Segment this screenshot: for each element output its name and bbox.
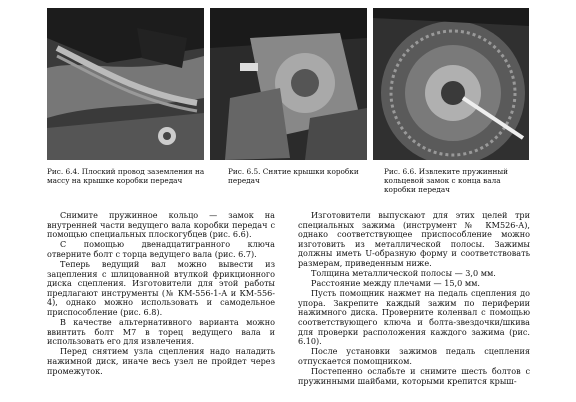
paragraph: В качестве альтернативного варианта можно ввинтить болт М7 в торец ведущего вала и использовать его для извлечения.	[47, 317, 275, 347]
text-column-left	[47, 211, 275, 376]
paragraph: Перед снятием узла сцепления надо наладить нажимной диск, иначе весь узел не пройдет через промежуток.	[47, 346, 275, 376]
paragraph: Теперь ведущий вал можно вывести из зацепления с шлицованной втулкой фрикционного диска сцепления. Изготовители для этой работы предлагают инструменты (№ КМ-556-1-А и КМ-556-4), однако можно использовать и самодельное приспособление (рис. 6.8).	[47, 258, 275, 317]
paragraph: Снимите пружинное кольцо — замок на внутренней части ведущего вала коробки передач с помощью специальных плоскогубцев (рис. 6.6).	[47, 210, 275, 240]
gearbox-cover-removal-photo-icon	[210, 8, 367, 160]
paragraph: Толщина металлической полосы — 3,0 мм.	[311, 268, 496, 279]
paragraph: После установки зажимов педаль сцепления отпускается помощником.	[298, 346, 530, 366]
caption-photo-3: Рис. 6.6. Извлеките пружинный кольцевой замок с конца вала коробки передач	[384, 167, 509, 195]
paragraph: С помощью двенадцатигранного ключа отверните болт с торца ведущего вала (рис. 6.7).	[47, 239, 275, 259]
clutch-disc-snap-ring-photo-icon	[373, 8, 529, 160]
paragraph: Изготовители выпускают для этих целей три специальных зажима (инструмент № КМ526-А), однако соответствующее приспособление можно изготовить из металлической полосы. Зажимы должны иметь U-образную форму и соответствовать размерам, приведенным ниже.	[298, 210, 530, 268]
text-column-right	[298, 211, 530, 386]
photo-gearbox-cover	[210, 8, 367, 160]
ground-strap-photo-icon	[47, 8, 204, 160]
paragraph: Пусть помощник нажмет на педаль сцепления до упора. Закрепите каждый зажим по периферии нажимного диска. Проверните коленвал с помощью соответствующего ключа и болта-звездочки/шкива для проверки расположения каждого зажима (рис. 6.10).	[298, 288, 530, 347]
caption-photo-1: Рис. 6.4. Плоский провод заземления на массу на крышке коробки передач	[47, 167, 205, 186]
paragraph: Расстояние между плечами — 15,0 мм.	[311, 278, 480, 289]
paragraph: Постепенно ослабьте и снимите шесть болтов с пружинными шайбами, которыми крепится крыш-	[298, 366, 530, 386]
photo-ground-strap	[47, 8, 204, 160]
photo-clutch-snap-ring	[373, 8, 529, 160]
caption-photo-2: Рис. 6.5. Снятие крышки коробки передач	[228, 167, 359, 186]
